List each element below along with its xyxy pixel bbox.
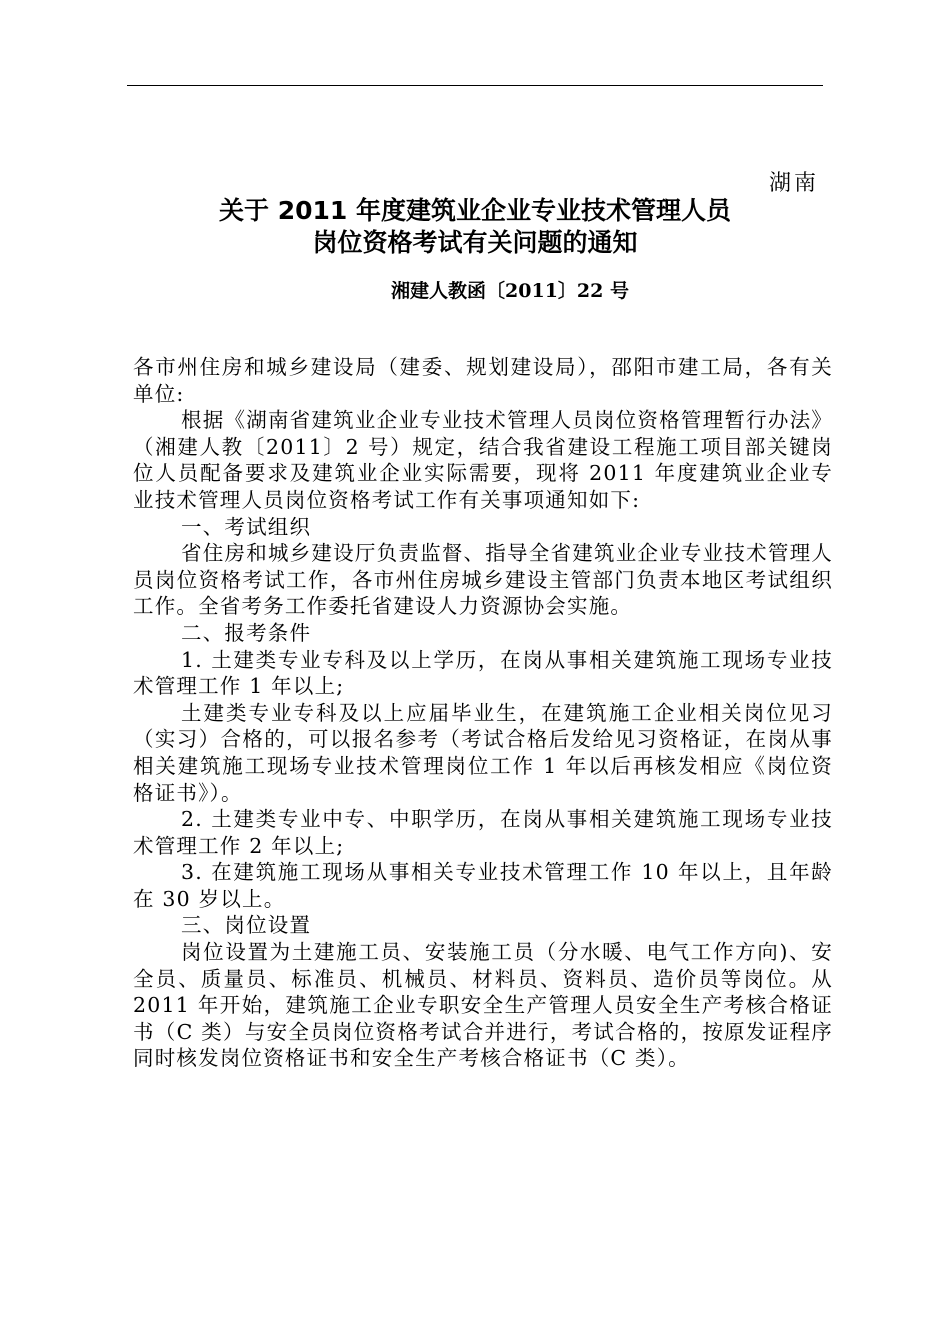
condition-1-note: 土建类专业专科及以上应届毕业生，在建筑施工企业相关岗位见习（实习）合格的，可以报名参考（考试合格后发给见习资格证，在岗从事相关建筑施工现场专业技术管理岗位工作 1 年以后再核发相应《岗位资格证书》）。	[133, 700, 833, 805]
header-rule	[127, 85, 823, 86]
intro-paragraph: 根据《湖南省建筑业企业专业技术管理人员岗位资格管理暂行办法》（湘建人教〔2011〕2 号）规定，结合我省建设工程施工项目部关键岗位人员配备要求及建筑业企业实际需要，现将 2011 年度建筑业企业专业技术管理人员岗位资格考试工作有关事项通知如下:	[133, 408, 833, 512]
document-number: 湘建人教函〔2011〕22 号	[391, 280, 629, 302]
salutation: 各市州住房和城乡建设局（建委、规划建设局），邵阳市建工局，各有关单位:	[133, 355, 833, 406]
condition-3: 3. 在建筑施工现场从事相关专业技术管理工作 10 年以上，且年龄在 30 岁以上。	[133, 860, 833, 911]
section-1-paragraph: 省住房和城乡建设厅负责监督、指导全省建筑业企业专业技术管理人员岗位资格考试工作，各市州住房城乡建设主管部门负责本地区考试组织工作。全省考务工作委托省建设人力资源协会实施。	[133, 541, 833, 619]
document-title	[0, 195, 950, 259]
province-label: 湖南	[768, 171, 819, 196]
condition-1: 1. 土建类专业专科及以上学历，在岗从事相关建筑施工现场专业技术管理工作 1 年以上;	[133, 647, 833, 699]
title-line-2: 岗位资格考试有关问题的通知	[312, 228, 638, 257]
section-1-heading: 一、考试组织	[181, 514, 312, 539]
section-2-heading: 二、报考条件	[181, 620, 312, 645]
section-3-heading: 三、岗位设置	[181, 913, 312, 938]
document-body	[133, 354, 833, 1072]
section-3-paragraph: 岗位设置为土建施工员、安装施工员（分水暖、电气工作方向)、安全员、质量员、标准员、机械员、材料员、资料员、造价员等岗位。从 2011 年开始，建筑施工企业专职安全生产管理人员安全生产考核合格证书（C 类）与安全员岗位资格考试合并进行，考试合格的，按原发证程序同时核发岗位资格证书和安全生产考核合格证书（C 类）。	[133, 940, 833, 1071]
title-line-1: 关于 2011 年度建筑业企业专业技术管理人员	[219, 196, 731, 225]
condition-2: 2. 土建类专业中专、中职学历，在岗从事相关建筑施工现场专业技术管理工作 2 年以上;	[133, 807, 833, 858]
